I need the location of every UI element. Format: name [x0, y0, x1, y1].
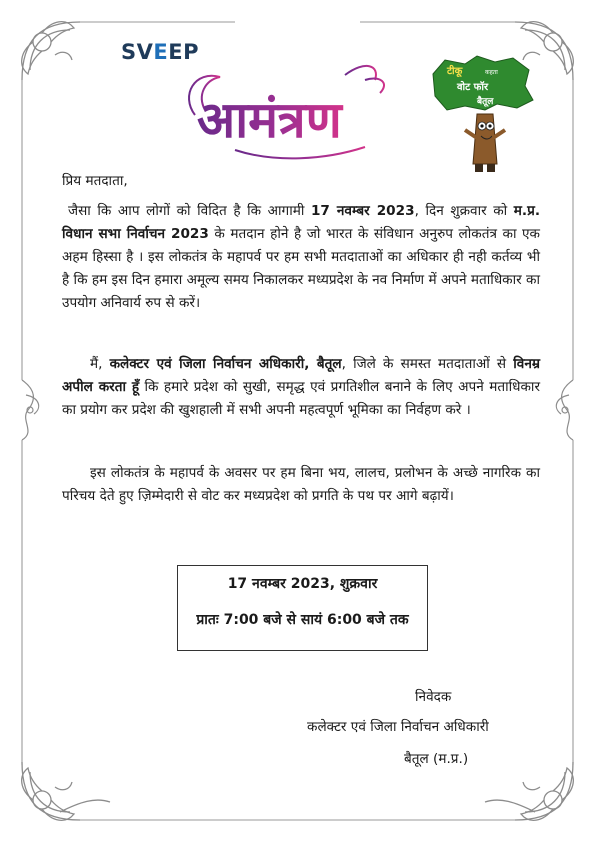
svg-text:टीकू: टीकू	[447, 66, 463, 77]
election-date: 17 नवम्बर 2023	[310, 203, 415, 219]
corner-ornament-bottom-left	[22, 762, 110, 820]
appeal-text: विनम्र अपील करता हूँ	[62, 356, 541, 395]
paragraph-3: इस लोकतंत्र के महापर्व के अवसर पर हम बिना भय, लालच, प्रलोभन के अच्छे नागरिक का परिचय देते हुए ज़िम्मेदारी से वोट कर मध्यप्रदेश को प्रगति के पथ पर आगे बढ़ायें।	[62, 465, 540, 504]
polling-date: 17 नवम्बर 2023, शुक्रवार	[227, 576, 378, 592]
sveep-logo: SVEEP	[121, 40, 199, 64]
title-text: आमंत्रण	[197, 90, 342, 149]
polling-date-box	[177, 565, 428, 651]
signature-designation: कलेक्टर एवं जिला निर्वाचन अधिकारी	[307, 719, 489, 735]
svg-text:वोट फॉर: वोट फॉर	[457, 82, 489, 93]
side-ornament-right	[556, 380, 573, 440]
paragraph-2: मैं, कलेक्टर एवं जिला निर्वाचन अधिकारी, बैतूल, जिले के समस्त मतदाताओं से विनम्र अपील करता हूँ कि हमारे प्रदेश को सुखी, समृद्ध एवं प्रगतिशील बनाने के लिए अपने मताधिकार का प्रयोग कर प्रदेश की खुशहाली में सभी अपनी महत्वपूर्ण भूमिका का निर्वहण करे ।	[62, 356, 541, 418]
corner-ornament-top-left	[22, 22, 80, 80]
signature-place: बैतूल (म.प्र.)	[404, 751, 469, 767]
corner-ornament-bottom-right	[485, 762, 573, 820]
title-artwork	[175, 55, 415, 165]
officer-title: कलेक्टर एवं जिला निर्वाचन अधिकारी, बैतूल	[109, 356, 342, 372]
paragraph-1: जैसा कि आप लोगों को विदित है कि आगामी 17 नवम्बर 2023, दिन शुक्रवार को म.प्र. विधान सभा निर्वाचन 2023 के मतदान होने है जो भारत के संविधान अनुरुप लोकतंत्र का एक अहम हिस्सा है । इस लोकतंत्र के महापर्व पर हम सभी मतदाताओं का अधिकार ही नही कर्तव्य भी है कि हम इस दिन हमारा अमूल्य समय निकालकर मध्यप्रदेश के नव निर्माण में अपने मताधिकार का उपयोग अनिवार्य रुप से करें।	[62, 203, 540, 311]
mascot-illustration	[425, 52, 540, 177]
svg-text:कहता: कहता	[485, 69, 498, 76]
signature-label: निवेदक	[415, 689, 452, 705]
side-ornament-left	[22, 380, 39, 440]
election-name: म.प्र. विधान सभा निर्वाचन 2023	[62, 203, 540, 242]
svg-text:बैतूल: बैतूल	[477, 97, 494, 107]
greeting: प्रिय मतदाता,	[62, 173, 128, 189]
polling-time: प्रातः 7:00 बजे से सायं 6:00 बजे तक	[196, 612, 409, 628]
mascot-character	[465, 114, 505, 172]
